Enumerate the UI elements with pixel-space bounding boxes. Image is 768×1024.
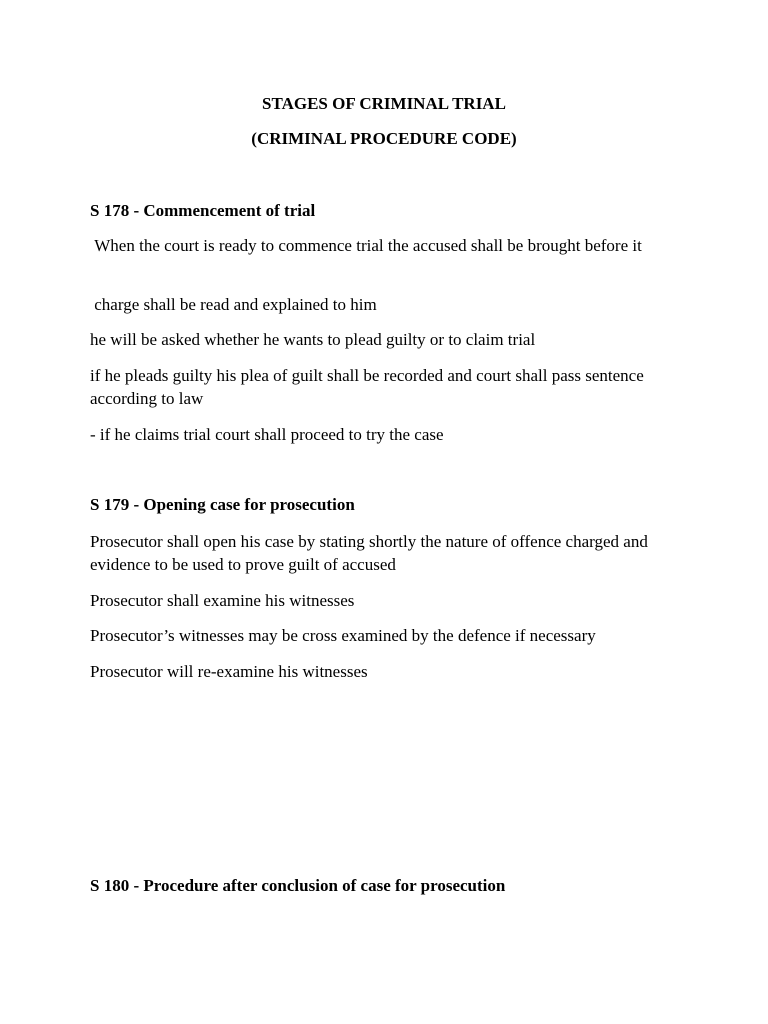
section-heading-s178: S 178 - Commencement of trial: [90, 201, 316, 220]
section-s178-paragraph-1: When the court is ready to commence trial the accused shall be brought before it: [90, 236, 642, 255]
section-s178-paragraph-3: he will be asked whether he wants to plead guilty or to claim trial: [90, 330, 536, 349]
section-s179-paragraph-4: Prosecutor will re-examine his witnesses: [90, 662, 368, 681]
section-s179-paragraph-1: Prosecutor shall open his case by stating shortly the nature of offence charged and evidence to be used to prove guilt of accused: [90, 532, 653, 574]
section-s179-paragraph-3: Prosecutor’s witnesses may be cross examined by the defence if necessary: [90, 626, 596, 645]
document-subtitle: (CRIMINAL PROCEDURE CODE): [251, 129, 517, 148]
section-heading-s180: S 180 - Procedure after conclusion of case for prosecution: [90, 876, 506, 895]
section-heading-s179: S 179 - Opening case for prosecution: [90, 495, 355, 514]
section-s178-paragraph-2: charge shall be read and explained to him: [90, 295, 377, 314]
section-s178-paragraph-5: - if he claims trial court shall proceed to try the case: [90, 425, 444, 444]
section-s179-paragraph-2: Prosecutor shall examine his witnesses: [90, 591, 355, 610]
document-title: STAGES OF CRIMINAL TRIAL: [262, 94, 506, 113]
section-s178-paragraph-4: if he pleads guilty his plea of guilt shall be recorded and court shall pass sentence according to law: [90, 366, 649, 408]
